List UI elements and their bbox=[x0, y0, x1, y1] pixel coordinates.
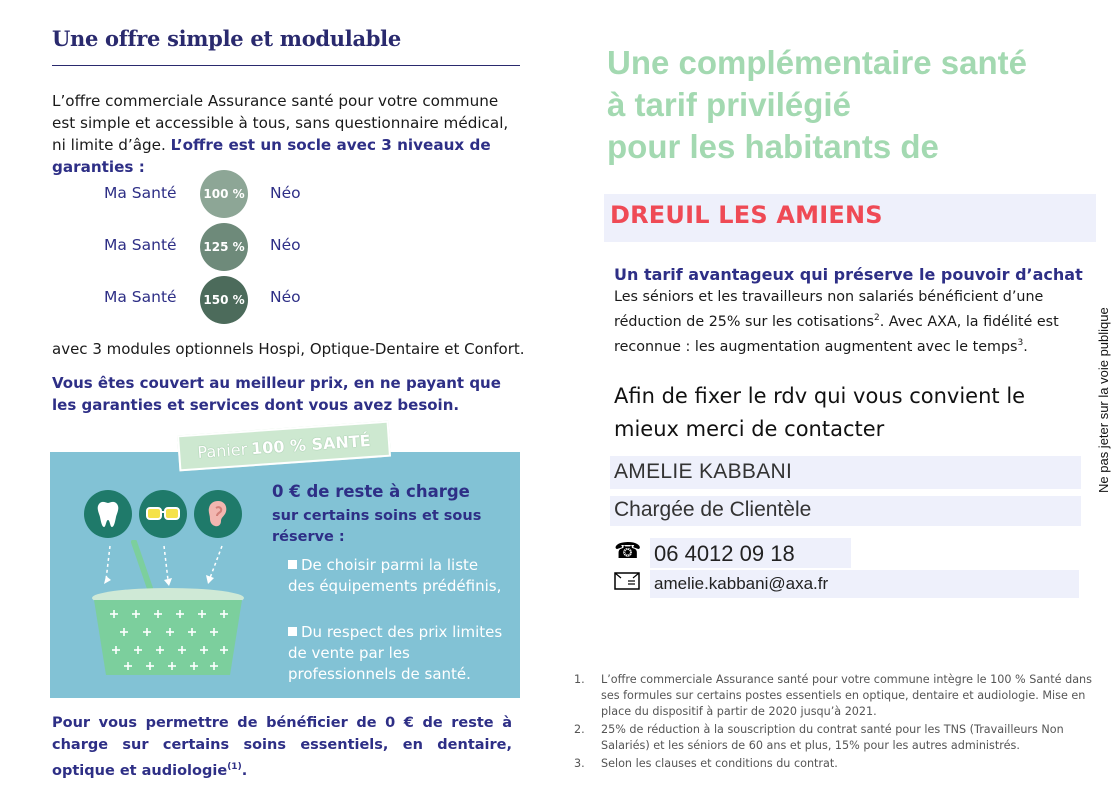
bottom-note-end: . bbox=[241, 762, 248, 779]
contact-name: AMELIE KABBANI bbox=[614, 460, 793, 483]
zero-charge-title: 0 € de reste à charge bbox=[272, 482, 470, 501]
footnote-number: 2. bbox=[574, 723, 585, 736]
footnote-text: L’offre commerciale Assurance santé pour votre commune intègre le 100 % Santé dans ses formules sur certains postes essentiels en optique, dentaire et audiologie. Mise en place du dispositif à partir de 2020 jusqu’à 2021. bbox=[601, 673, 1092, 718]
glasses-icon bbox=[139, 490, 187, 538]
level-name: Ma Santé bbox=[104, 288, 177, 306]
contact-email[interactable]: amelie.kabbani@axa.fr bbox=[654, 574, 829, 593]
bottom-note-text: Pour vous permettre de bénéficier de 0 € de reste à charge sur certains soins essentiels, en dentaire, optique et audiologie bbox=[52, 715, 512, 779]
vertical-disposal-note: Ne pas jeter sur la voie publique bbox=[1096, 307, 1111, 493]
footnote-number: 3. bbox=[574, 757, 585, 770]
level-tier: Néo bbox=[270, 184, 301, 202]
level-tier: Néo bbox=[270, 288, 301, 306]
ear-icon bbox=[194, 490, 242, 538]
intro-paragraph bbox=[52, 90, 522, 178]
level-name: Ma Santé bbox=[104, 236, 177, 254]
tarif-title: Un tarif avantageux qui préserve le pouvoir d’achat bbox=[614, 265, 1083, 284]
panier-tag-bold: 100 % SANTÉ bbox=[250, 430, 372, 458]
headline-line: pour les habitants de bbox=[607, 128, 939, 165]
basket-illustration bbox=[84, 540, 264, 690]
bullet-text: De choisir parmi la liste des équipements prédéfinis, bbox=[288, 556, 502, 595]
bullet-square-icon bbox=[288, 627, 297, 636]
footnote-text: Selon les clauses et conditions du contrat. bbox=[601, 757, 838, 770]
level-percent-badge: 125 % bbox=[200, 223, 248, 271]
tarif-text-part: . bbox=[1023, 338, 1028, 355]
contact-role: Chargée de Clientèle bbox=[614, 498, 812, 521]
footnote bbox=[574, 672, 1094, 720]
tarif-sup: 2 bbox=[873, 313, 880, 323]
contact-phone[interactable]: 06 4012 09 18 bbox=[654, 541, 795, 566]
headline-line: Une complémentaire santé bbox=[607, 44, 1027, 81]
bullet-text: Du respect des prix limites de vente par les professionnels de santé. bbox=[288, 623, 503, 683]
modules-text: avec 3 modules optionnels Hospi, Optique-Dentaire et Confort. bbox=[52, 340, 525, 358]
tarif-sup: 3 bbox=[1017, 337, 1024, 348]
tooth-icon bbox=[84, 490, 132, 538]
level-tier: Néo bbox=[270, 236, 301, 254]
rdv-text: Afin de fixer le rdv qui vous convient le mieux merci de contacter bbox=[614, 384, 1026, 441]
footnote-text: 25% de réduction à la souscription du contrat santé pour les TNS (Travailleurs Non Salariés) et les séniors de 60 ans et plus, 15% pour les autres administrés. bbox=[601, 723, 1064, 752]
tarif-text-part: . Avec AXA, la fidélité est reconnue : les augmentation augmentent avec le temps bbox=[614, 313, 1059, 355]
headline-line: à tarif privilégié bbox=[607, 86, 851, 123]
footnote bbox=[574, 722, 1094, 754]
commune-name: DREUIL LES AMIENS bbox=[610, 201, 883, 229]
title-divider bbox=[52, 65, 520, 66]
panier-bullet bbox=[288, 555, 503, 597]
telephone-icon: ☎ bbox=[614, 538, 642, 563]
covered-text: Vous êtes couvert au meilleur prix, en ne payant que les garanties et services dont vous avez besoin. bbox=[52, 374, 501, 414]
level-percent-badge: 150 % bbox=[200, 276, 248, 324]
envelope-icon bbox=[614, 572, 640, 595]
bottom-note-sup: (1) bbox=[227, 762, 242, 772]
tarif-text-part: Les séniors et les travailleurs non salariés bénéficient d’une réduction de 25% sur les cotisations bbox=[614, 289, 1044, 330]
level-name: Ma Santé bbox=[104, 184, 177, 202]
section-title: Une offre simple et modulable bbox=[52, 26, 401, 51]
intro-text: L’offre commerciale Assurance santé pour votre commune est simple et accessible à tous, sans questionnaire médical, ni limite d’âge. bbox=[52, 92, 509, 154]
panier-tag-prefix: Panier bbox=[196, 439, 248, 462]
headline bbox=[607, 42, 1077, 168]
tarif-text bbox=[614, 287, 1074, 358]
level-percent-badge: 100 % bbox=[200, 170, 248, 218]
intro-highlight: L’offre est un socle avec 3 niveaux de garanties : bbox=[52, 136, 491, 176]
panier-bullet bbox=[288, 622, 503, 685]
footnote bbox=[574, 756, 1094, 772]
zero-charge-subtitle: sur certains soins et sous réserve : bbox=[272, 508, 482, 545]
bullet-square-icon bbox=[288, 560, 297, 569]
footnote-number: 1. bbox=[574, 673, 585, 686]
bottom-note bbox=[52, 712, 512, 782]
footnotes bbox=[574, 672, 1094, 774]
